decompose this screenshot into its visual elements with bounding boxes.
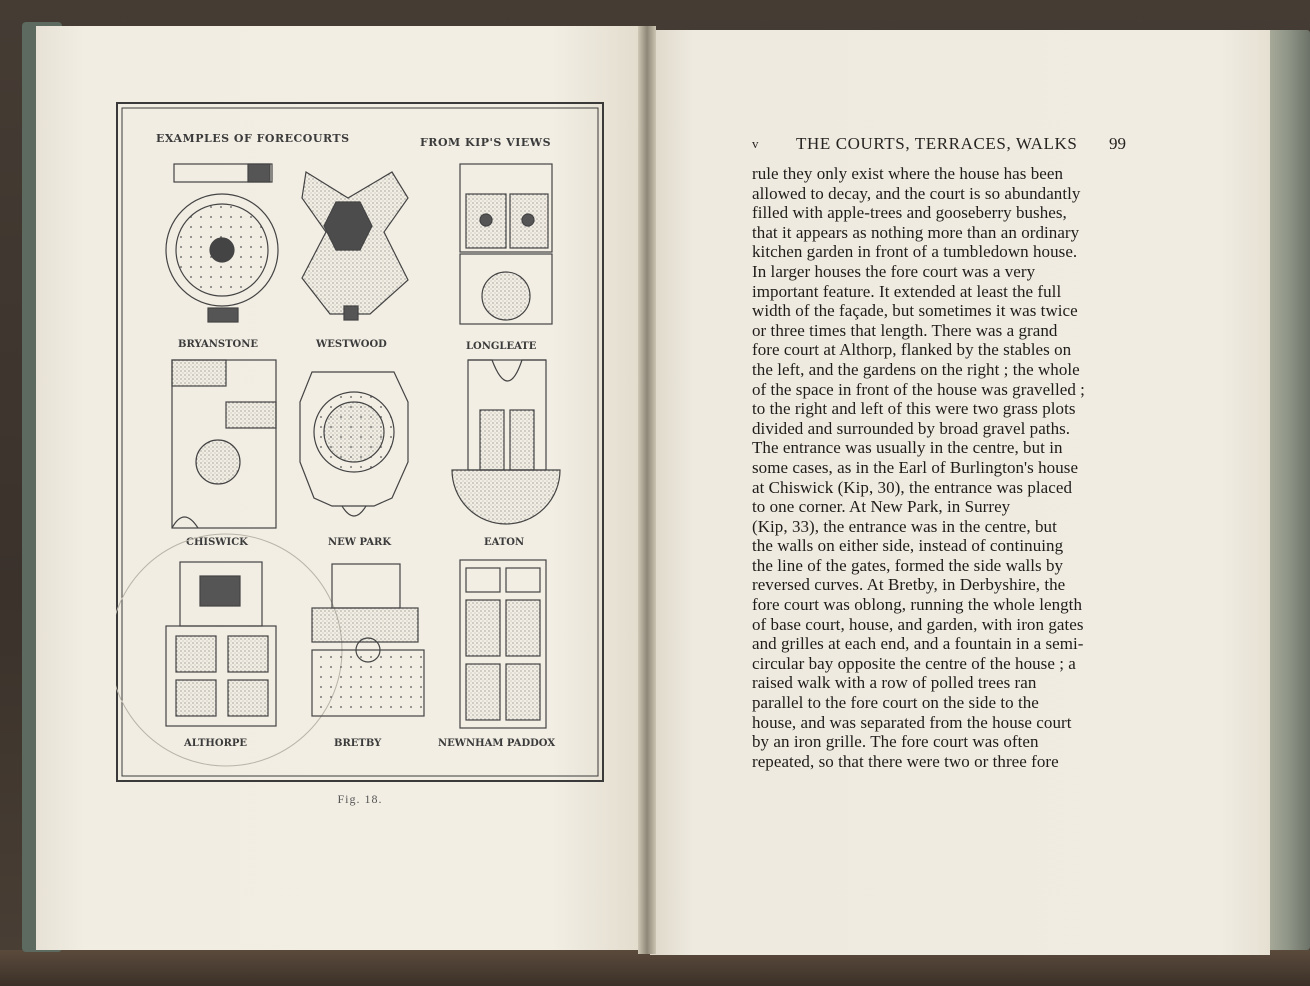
text-line: parallel to the fore court on the side to the bbox=[752, 693, 1039, 713]
plan-label-chiswick: CHISWICK bbox=[186, 537, 248, 548]
plan-westwood bbox=[302, 172, 408, 320]
plan-longleate bbox=[460, 164, 552, 324]
plate-header-left: EXAMPLES OF FORECOURTS bbox=[156, 132, 350, 145]
text-line: at Chiswick (Kip, 30), the entrance was placed bbox=[752, 477, 1072, 497]
plan-label-westwood: WESTWOOD bbox=[316, 339, 387, 350]
text-line: raised walk with a row of polled trees ran bbox=[752, 673, 1037, 693]
text-line: by an iron grille. The fore court was often bbox=[752, 732, 1039, 752]
text-line: fore court at Althorp, flanked by the stables on bbox=[752, 340, 1072, 360]
text-line: the walls on either side, instead of continuing bbox=[752, 536, 1064, 556]
text-line: of base court, house, and garden, with iron gates bbox=[752, 614, 1084, 634]
plan-label-eaton: EATON bbox=[484, 537, 525, 548]
text-line: or three times that length. There was a grand bbox=[752, 320, 1058, 340]
body-text bbox=[752, 164, 1138, 771]
text-line: fore court was oblong, running the whole length bbox=[752, 595, 1082, 615]
plate-header-right: FROM KIP'S VIEWS bbox=[420, 136, 552, 149]
forecourt-plans-plate bbox=[116, 102, 604, 782]
text-line: allowed to decay, and the court is so abundantly bbox=[752, 183, 1081, 203]
plan-label-newnham-paddox: NEWNHAM PADDOX bbox=[438, 738, 556, 749]
plan-label-bryanstone: BRYANSTONE bbox=[178, 339, 258, 350]
text-line: the line of the gates, formed the side walls by bbox=[752, 555, 1064, 575]
plan-althorpe bbox=[166, 562, 276, 726]
running-head bbox=[752, 134, 1132, 158]
text-line: width of the façade, but sometimes it was twice bbox=[752, 301, 1078, 321]
text-line: The entrance was usually in the centre, but in bbox=[752, 438, 1063, 458]
text-line: of the space in front of the house was gravelled ; bbox=[752, 379, 1085, 399]
text-line: house, and was separated from the house court bbox=[752, 712, 1072, 732]
plan-label-newpark: NEW PARK bbox=[328, 537, 392, 548]
text-line: In larger houses the fore court was a very bbox=[752, 261, 1036, 281]
plan-chiswick bbox=[172, 360, 276, 528]
plan-bretby bbox=[312, 564, 424, 716]
plan-eaton bbox=[452, 360, 560, 524]
plan-label-longleate: LONGLEATE bbox=[466, 341, 537, 352]
figure-caption: Fig. 18. bbox=[337, 792, 383, 806]
page-number: 99 bbox=[1109, 134, 1126, 153]
running-title: THE COURTS, TERRACES, WALKS bbox=[796, 134, 1078, 153]
text-line: some cases, as in the Earl of Burlington's house bbox=[752, 457, 1079, 477]
table-surface bbox=[0, 950, 1310, 986]
text-line: rule they only exist where the house has been bbox=[752, 164, 1063, 183]
book-gutter bbox=[638, 26, 656, 954]
plan-newpark bbox=[300, 372, 408, 516]
text-line: the left, and the gardens on the right ; the whole bbox=[752, 359, 1080, 379]
plan-label-althorpe: ALTHORPE bbox=[184, 738, 248, 749]
text-line: reversed curves. At Bretby, in Derbyshire, the bbox=[752, 575, 1066, 595]
text-line: to one corner. At New Park, in Surrey bbox=[752, 497, 1011, 517]
text-line: to the right and left of this were two grass plots bbox=[752, 399, 1076, 419]
plan-newnham-paddox bbox=[460, 560, 546, 728]
text-line: and grilles at each end, and a fountain in a semi- bbox=[752, 634, 1084, 654]
plan-bryanstone bbox=[166, 164, 278, 322]
text-line: (Kip, 33), the entrance was in the centre, but bbox=[752, 516, 1057, 536]
text-line: important feature. It extended at least the full bbox=[752, 281, 1062, 301]
text-line: kitchen garden in front of a tumbledown house. bbox=[752, 242, 1078, 262]
text-line: circular bay opposite the centre of the house ; a bbox=[752, 653, 1076, 673]
text-line: filled with apple-trees and gooseberry bushes, bbox=[752, 203, 1067, 223]
text-line: that it appears as nothing more than an ordinary bbox=[752, 222, 1080, 242]
text-line: repeated, so that there were two or three fore bbox=[752, 751, 1059, 771]
chapter-number: v bbox=[752, 136, 759, 151]
plan-label-bretby: BRETBY bbox=[334, 738, 382, 749]
text-line: divided and surrounded by broad gravel paths. bbox=[752, 418, 1071, 438]
